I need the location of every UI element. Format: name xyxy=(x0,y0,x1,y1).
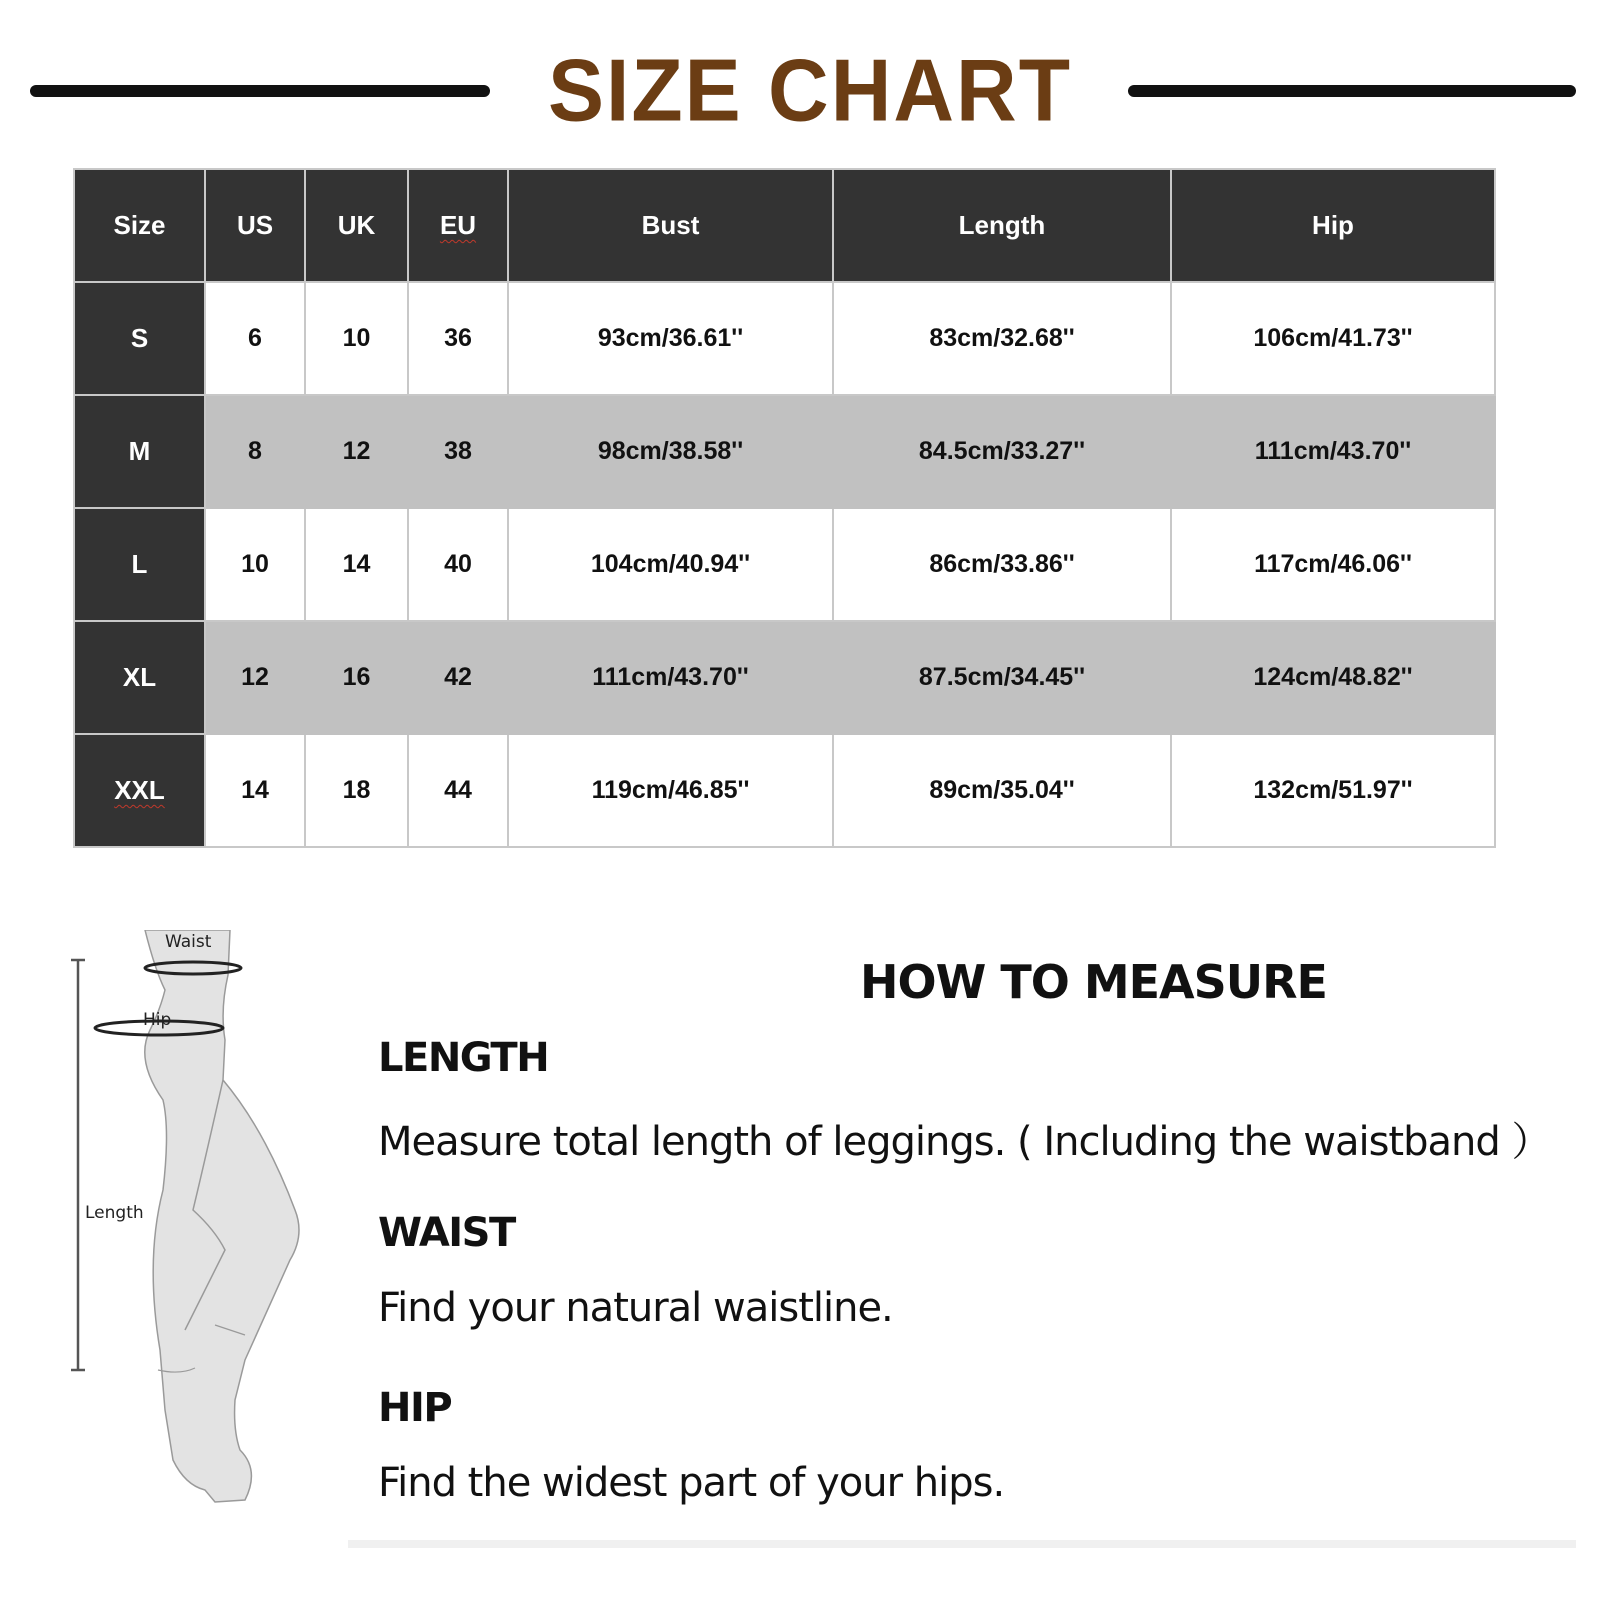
eu-cell: 36 xyxy=(408,282,508,395)
column-header-uk: UK xyxy=(305,169,408,282)
length-cell: 87.5cm/34.45'' xyxy=(833,621,1171,734)
bust-cell: 104cm/40.94'' xyxy=(508,508,833,621)
table-header-row xyxy=(74,169,1495,282)
size-cell-label: XXL xyxy=(114,775,165,805)
eu-cell: 40 xyxy=(408,508,508,621)
size-cell xyxy=(74,734,205,847)
us-cell: 10 xyxy=(205,508,305,621)
column-header-us: US xyxy=(205,169,305,282)
uk-cell: 10 xyxy=(305,282,408,395)
size-cell: M xyxy=(74,395,205,508)
how-to-measure-title: HOW TO MEASURE xyxy=(860,955,1327,1009)
column-header-length: Length xyxy=(833,169,1171,282)
hip-cell: 111cm/43.70'' xyxy=(1171,395,1495,508)
column-header-bust: Bust xyxy=(508,169,833,282)
size-chart-header xyxy=(0,40,1600,140)
size-cell: XL xyxy=(74,621,205,734)
table-row xyxy=(74,282,1495,395)
us-cell: 6 xyxy=(205,282,305,395)
waist-heading: WAIST xyxy=(378,1210,515,1256)
us-cell: 12 xyxy=(205,621,305,734)
uk-cell: 14 xyxy=(305,508,408,621)
length-label: Length xyxy=(85,1203,144,1223)
hip-cell: 106cm/41.73'' xyxy=(1171,282,1495,395)
eu-cell: 44 xyxy=(408,734,508,847)
waist-label: Waist xyxy=(165,932,212,952)
title-rule-left xyxy=(30,85,490,97)
bust-cell: 119cm/46.85'' xyxy=(508,734,833,847)
hip-instruction: Find the widest part of your hips. xyxy=(378,1460,1005,1506)
hip-cell: 117cm/46.06'' xyxy=(1171,508,1495,621)
size-cell: S xyxy=(74,282,205,395)
length-cell: 89cm/35.04'' xyxy=(833,734,1171,847)
uk-cell: 16 xyxy=(305,621,408,734)
column-header-hip: Hip xyxy=(1171,169,1495,282)
hip-cell: 124cm/48.82'' xyxy=(1171,621,1495,734)
bust-cell: 93cm/36.61'' xyxy=(508,282,833,395)
leggings-measurement-diagram xyxy=(65,930,335,1530)
size-table xyxy=(73,168,1496,848)
size-cell: L xyxy=(74,508,205,621)
us-cell: 8 xyxy=(205,395,305,508)
column-header-size: Size xyxy=(74,169,205,282)
column-header-eu-label: EU xyxy=(439,210,477,240)
page-title: SIZE CHART xyxy=(548,40,1072,140)
us-cell: 14 xyxy=(205,734,305,847)
length-cell: 83cm/32.68'' xyxy=(833,282,1171,395)
bust-cell: 98cm/38.58'' xyxy=(508,395,833,508)
waist-instruction: Find your natural waistline. xyxy=(378,1285,893,1331)
eu-cell: 42 xyxy=(408,621,508,734)
hip-heading: HIP xyxy=(378,1385,452,1431)
table-row xyxy=(74,621,1495,734)
length-cell: 86cm/33.86'' xyxy=(833,508,1171,621)
table-row xyxy=(74,395,1495,508)
uk-cell: 18 xyxy=(305,734,408,847)
title-rule-right xyxy=(1128,85,1576,97)
table-row xyxy=(74,734,1495,847)
length-instruction: Measure total length of leggings. ( Including the waistband ） xyxy=(378,1119,1551,1165)
table-row xyxy=(74,508,1495,621)
column-header-eu xyxy=(408,169,508,282)
bottom-divider xyxy=(348,1540,1576,1548)
length-cell: 84.5cm/33.27'' xyxy=(833,395,1171,508)
leggings-illustration-icon xyxy=(65,930,335,1530)
eu-cell: 38 xyxy=(408,395,508,508)
bust-cell: 111cm/43.70'' xyxy=(508,621,833,734)
hip-label: Hip xyxy=(143,1010,172,1030)
hip-cell: 132cm/51.97'' xyxy=(1171,734,1495,847)
uk-cell: 12 xyxy=(305,395,408,508)
length-heading: LENGTH xyxy=(378,1035,549,1081)
